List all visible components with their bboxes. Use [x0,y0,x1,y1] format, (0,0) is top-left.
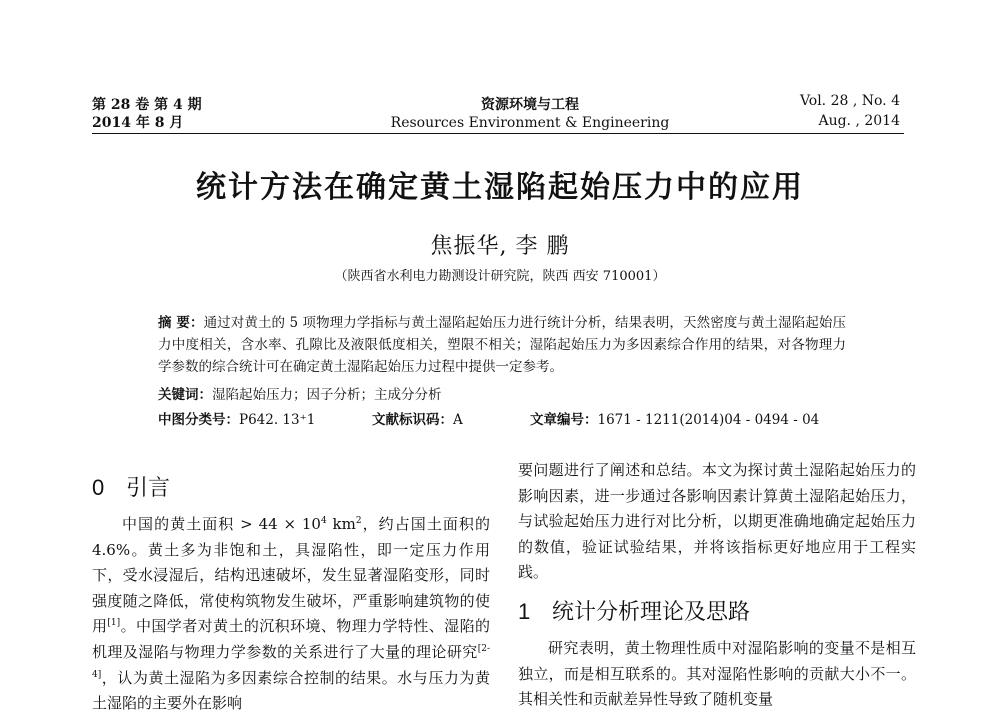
intro-text-a: 中国的黄土面积 > 44 × 10 [122,515,321,533]
section-1-title: 统计分析理论及思路 [552,600,751,625]
intro-ref-2: [2-4] [92,643,490,680]
section-1-paragraph-1: 研究表明，黄土物理性质中对湿陷影响的变量不是相互独立，而是相互联系的。其对湿陷性影响的贡献大小不一。其相关性和贡献差异性导致了随机变量 [518,639,916,709]
section-0-title: 引言 [126,476,171,501]
section-1-number: 1 [518,599,531,624]
section-1-body [518,636,916,713]
left-column [92,512,490,717]
article-value: 1671 - 1211(2014)04 - 0494 - 04 [597,412,820,428]
intro-text-e: ，认为黄土湿陷为多因素综合控制的结果。水与压力为黄土湿陷的主要外在影响 [92,668,490,713]
header-rule [92,133,904,134]
intro-sup-1: 4 [320,516,327,526]
keywords [158,384,442,406]
section-0-number: 0 [92,475,105,500]
clc-value: P642. 13⁺1 [239,412,316,428]
intro-text-c: ，约占国土面积的 4.6%。黄土多为非饱和土，具湿陷性，即一定压力作用下，受水浸湿后，结构迅速破坏，发生显著湿陷变形，同时强度随之降低，常使构筑物发生破坏，严重影响建筑物的使用 [92,515,490,636]
abstract [158,312,846,378]
keywords-label: 关键词： [158,387,212,403]
article-number [530,409,819,431]
abstract-label: 摘 要： [158,315,204,331]
doc-value: A [453,412,463,428]
intro-paragraph-continued: 要问题进行了阐述和总结。本文为探讨黄土湿陷起始压力的影响因素，进一步通过各影响因素计算黄土湿陷起始压力，与试验起始压力进行对比分析，以期更准确地确定起始压力的数值，验证试验结果，并将该指标更好地应用于工程实践。 [518,461,916,582]
abstract-text: 通过对黄土的 5 项物理力学指标与黄土湿陷起始压力进行统计分析，结果表明，天然密度与黄土湿陷起始压力中度相关，含水率、孔隙比及液限低度相关，塑限不相关；湿陷起始压力为多因素综合作用的结果，对各物理力学参数的综合统计可在确定黄土湿陷起始压力过程中提供一定参考。 [158,315,847,375]
paper-authors: 焦振华, 李 鹏 [430,234,570,259]
clc-number [158,409,315,431]
keywords-text: 湿陷起始压力；因子分析；主成分分析 [212,387,442,403]
header-vol-en: Vol. 28 , No. 4 [799,93,900,109]
doc-code [372,409,463,431]
section-1-heading [518,598,750,627]
section-0-heading [92,474,170,503]
header-journal-en: Resources Environment & Engineering [390,115,670,131]
intro-paragraph-1 [92,512,490,717]
intro-text-d: 。中国学者对黄土的沉积环境、物理力学特性、湿陷的机理及湿陷与物理力学参数的关系进行了大量的理论研究 [92,617,490,661]
header-date-en: Aug. , 2014 [818,113,900,129]
intro-sup-2: 2 [355,516,362,526]
paper-affiliation: （陕西省水利电力勘测设计研究院，陕西 西安 710001） [334,269,666,284]
intro-ref-1: [1] [107,618,121,629]
header-year-month: 2014 年 8 月 [92,115,184,131]
paper-title: 统计方法在确定黄土湿陷起始压力中的应用 [196,170,804,205]
right-column [518,458,916,586]
header-volume-issue: 第 28 卷 第 4 期 [92,97,202,113]
article-label: 文章编号： [530,412,598,428]
clc-label: 中图分类号： [158,412,239,428]
header-journal-cn: 资源环境与工程 [481,97,579,113]
doc-label: 文献标识码： [372,412,453,428]
intro-text-b: km [326,515,356,533]
